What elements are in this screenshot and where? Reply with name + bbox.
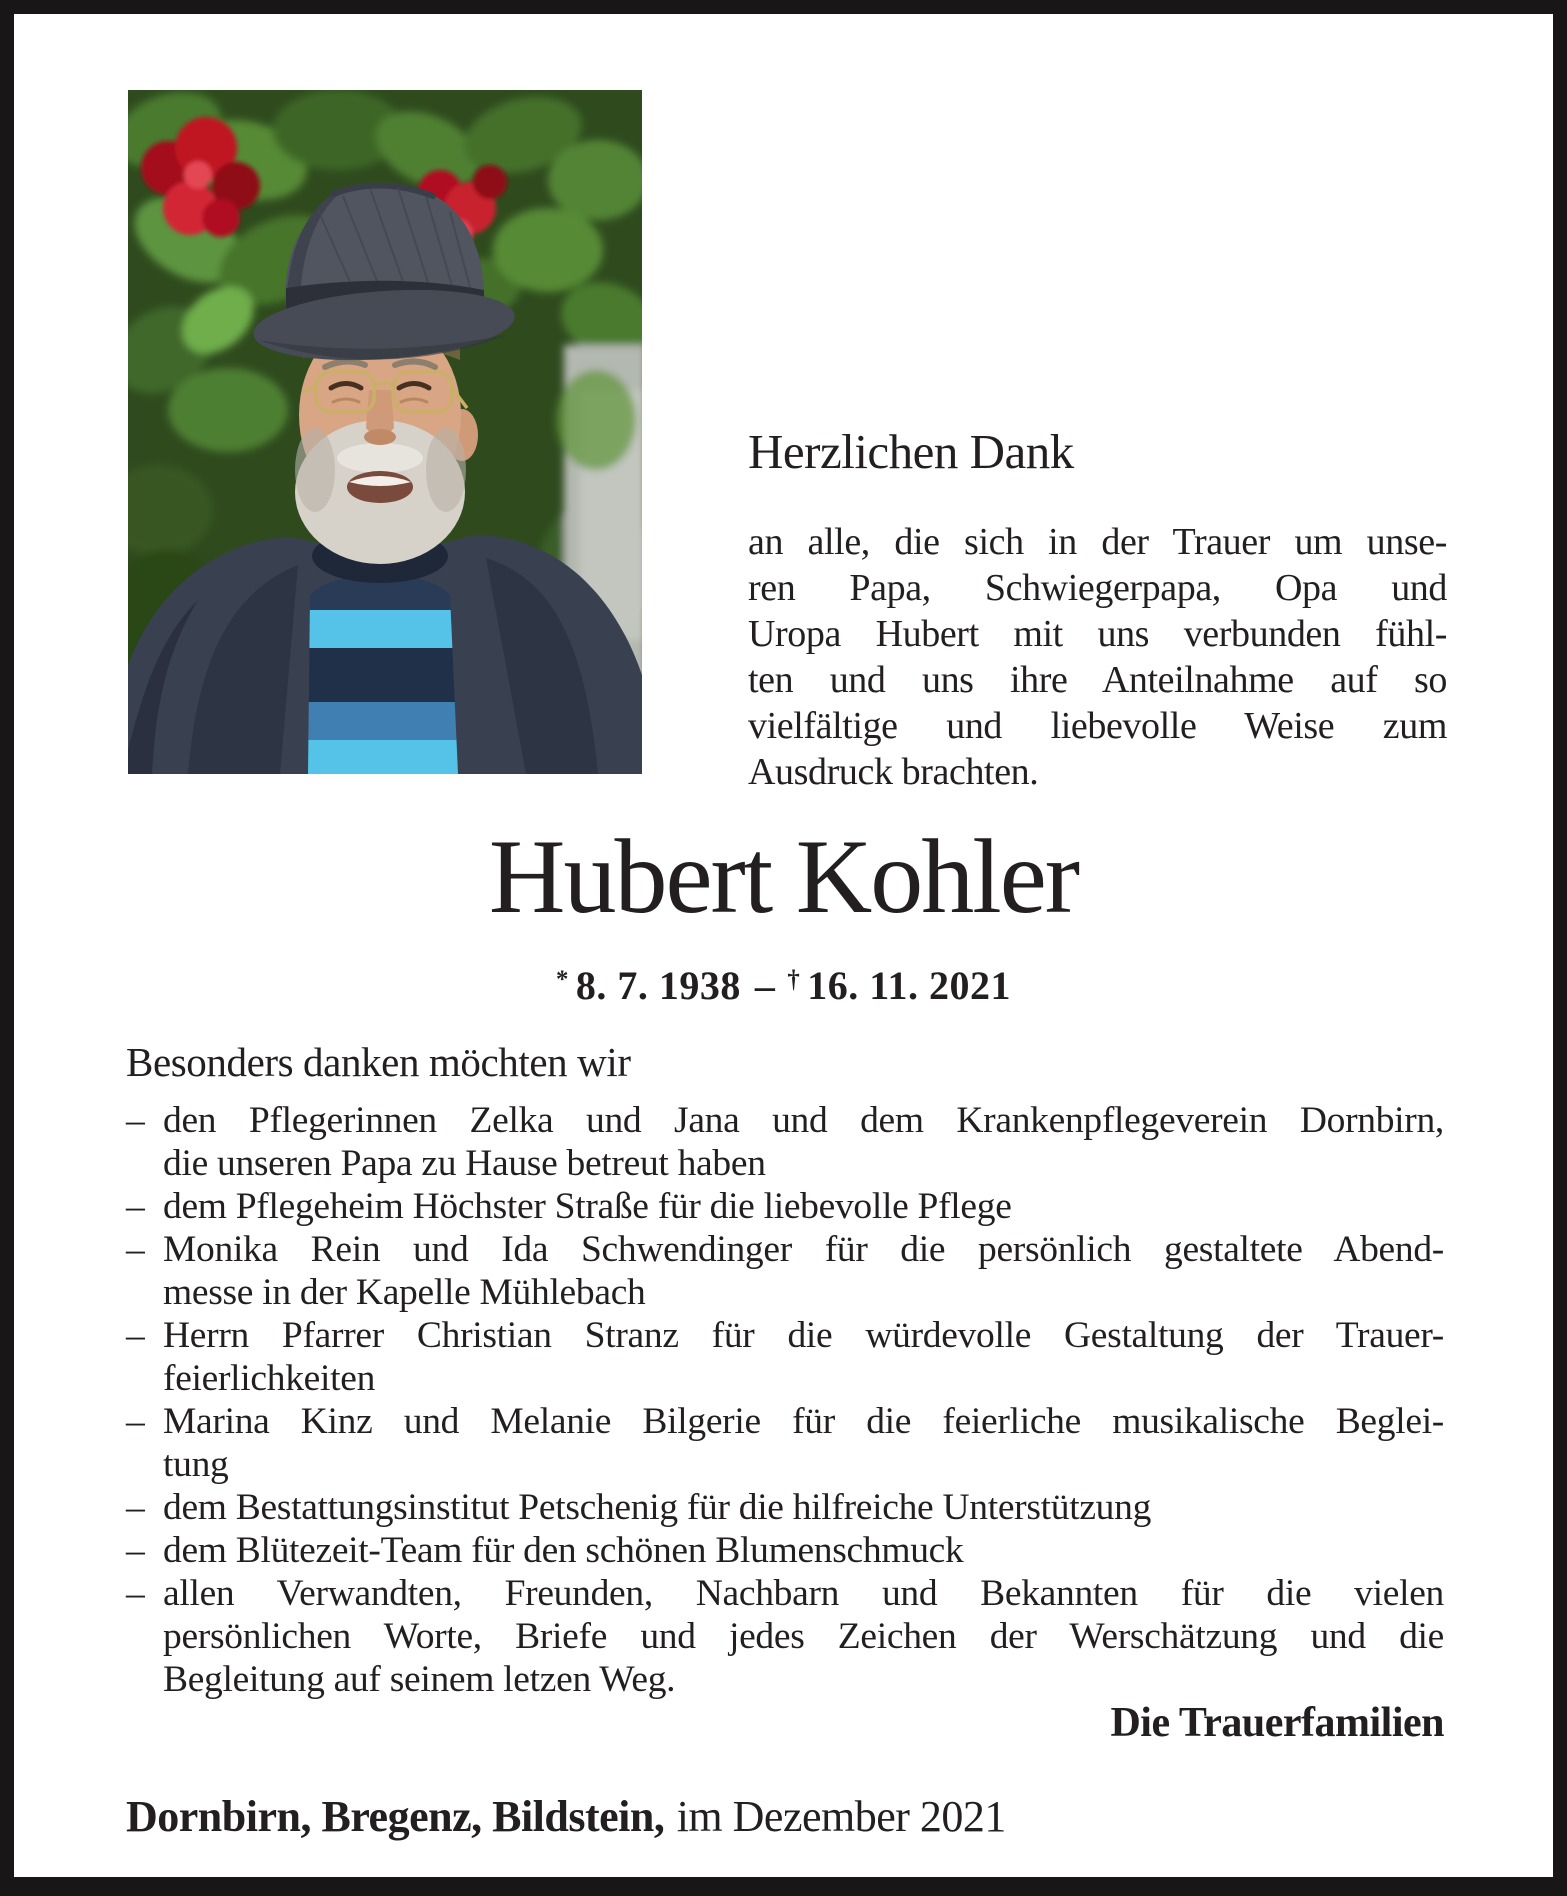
dates-dash: – [754, 963, 776, 1008]
text-line: ren Papa, Schwiegerpapa, Opa und [748, 567, 1447, 609]
list-dash-marker: – [126, 1186, 145, 1227]
list-dash-marker: – [126, 1401, 145, 1442]
text-line: feierlichkeiten [163, 1358, 376, 1399]
portrait-photo-illustration [128, 90, 642, 774]
text-line: Begleitung auf seinem letzen Weg. [163, 1659, 676, 1700]
thanks-item [126, 1572, 1444, 1701]
text-line: messe in der Kapelle Mühlebach [163, 1272, 646, 1313]
text-line: den Pflegerinnen Zelka und Jana und dem Krankenpflegeverein Dornbirn, [163, 1100, 1444, 1141]
thanks-item-text [163, 1529, 1444, 1572]
text-line: vielfältige und liebevolle Weise zum [748, 705, 1447, 747]
thanks-item [126, 1400, 1444, 1486]
text-line: persönlichen Worte, Briefe und jedes Zeichen der Werschätzung und die [163, 1616, 1444, 1657]
text-line: tung [163, 1444, 229, 1485]
list-dash-marker: – [126, 1229, 145, 1270]
signature: Die Trauerfamilien [1110, 1700, 1444, 1746]
thanks-item [126, 1185, 1444, 1228]
text-line: Herrn Pfarrer Christian Stranz für die würdevolle Gestaltung der Trauer- [163, 1315, 1444, 1356]
text-line: dem Bestattungsinstitut Petschenig für die hilfreiche Unterstützung [163, 1487, 1152, 1528]
list-dash-marker: – [126, 1573, 145, 1614]
thanks-list [126, 1099, 1444, 1701]
text-line: Monika Rein und Ida Schwendinger für die persönlich gestaltete Abend- [163, 1229, 1444, 1270]
text-line: an alle, die sich in der Trauer um unse- [748, 521, 1447, 563]
thanks-item-text [163, 1314, 1444, 1400]
footer [126, 1791, 1006, 1842]
list-dash-marker: – [126, 1530, 145, 1571]
thanks-item [126, 1314, 1444, 1400]
text-line: allen Verwandten, Freunden, Nachbarn und Bekannten für die vielen [163, 1573, 1444, 1614]
list-dash-marker: – [126, 1100, 145, 1141]
thank-you-message [748, 519, 1447, 795]
death-date: 16. 11. 2021 [807, 963, 1012, 1008]
thanks-item [126, 1099, 1444, 1185]
birth-star-symbol: * [555, 965, 569, 993]
footer-places: Dornbirn, Bregenz, Bildstein, [126, 1792, 665, 1841]
thanks-item-text [163, 1400, 1444, 1486]
text-line: die unseren Papa zu Hause betreut haben [163, 1143, 766, 1184]
thanks-item-text [163, 1185, 1444, 1228]
text-line: ten und uns ihre Anteilnahme auf so [748, 659, 1447, 701]
thanks-item [126, 1529, 1444, 1572]
thanks-item [126, 1486, 1444, 1529]
list-dash-marker: – [126, 1487, 145, 1528]
portrait-photo [128, 90, 642, 774]
thanks-intro: Besonders danken möchten wir [126, 1039, 631, 1085]
deceased-name: Hubert Kohler [488, 818, 1079, 935]
life-dates [0, 962, 1567, 1009]
thanks-item-text [163, 1099, 1444, 1185]
thanks-item [126, 1228, 1444, 1314]
thanks-item-text [163, 1486, 1444, 1529]
list-dash-marker: – [126, 1315, 145, 1356]
thanks-item-text [163, 1572, 1444, 1701]
thanks-item-text [163, 1228, 1444, 1314]
heading: Herzlichen Dank [748, 424, 1074, 479]
text-line: dem Blütezeit-Team für den schönen Blumenschmuck [163, 1530, 964, 1571]
death-cross-symbol: † [787, 965, 801, 993]
text-line: dem Pflegeheim Höchster Straße für die liebevolle Pflege [163, 1186, 1012, 1227]
birth-date: 8. 7. 1938 [575, 963, 741, 1008]
footer-date: im Dezember 2021 [676, 1792, 1006, 1841]
text-line: Marina Kinz und Melanie Bilgerie für die feierliche musikalische Beglei- [163, 1401, 1444, 1442]
text-line: Ausdruck brachten. [748, 751, 1039, 793]
text-line: Uropa Hubert mit uns verbunden fühl- [748, 613, 1447, 655]
